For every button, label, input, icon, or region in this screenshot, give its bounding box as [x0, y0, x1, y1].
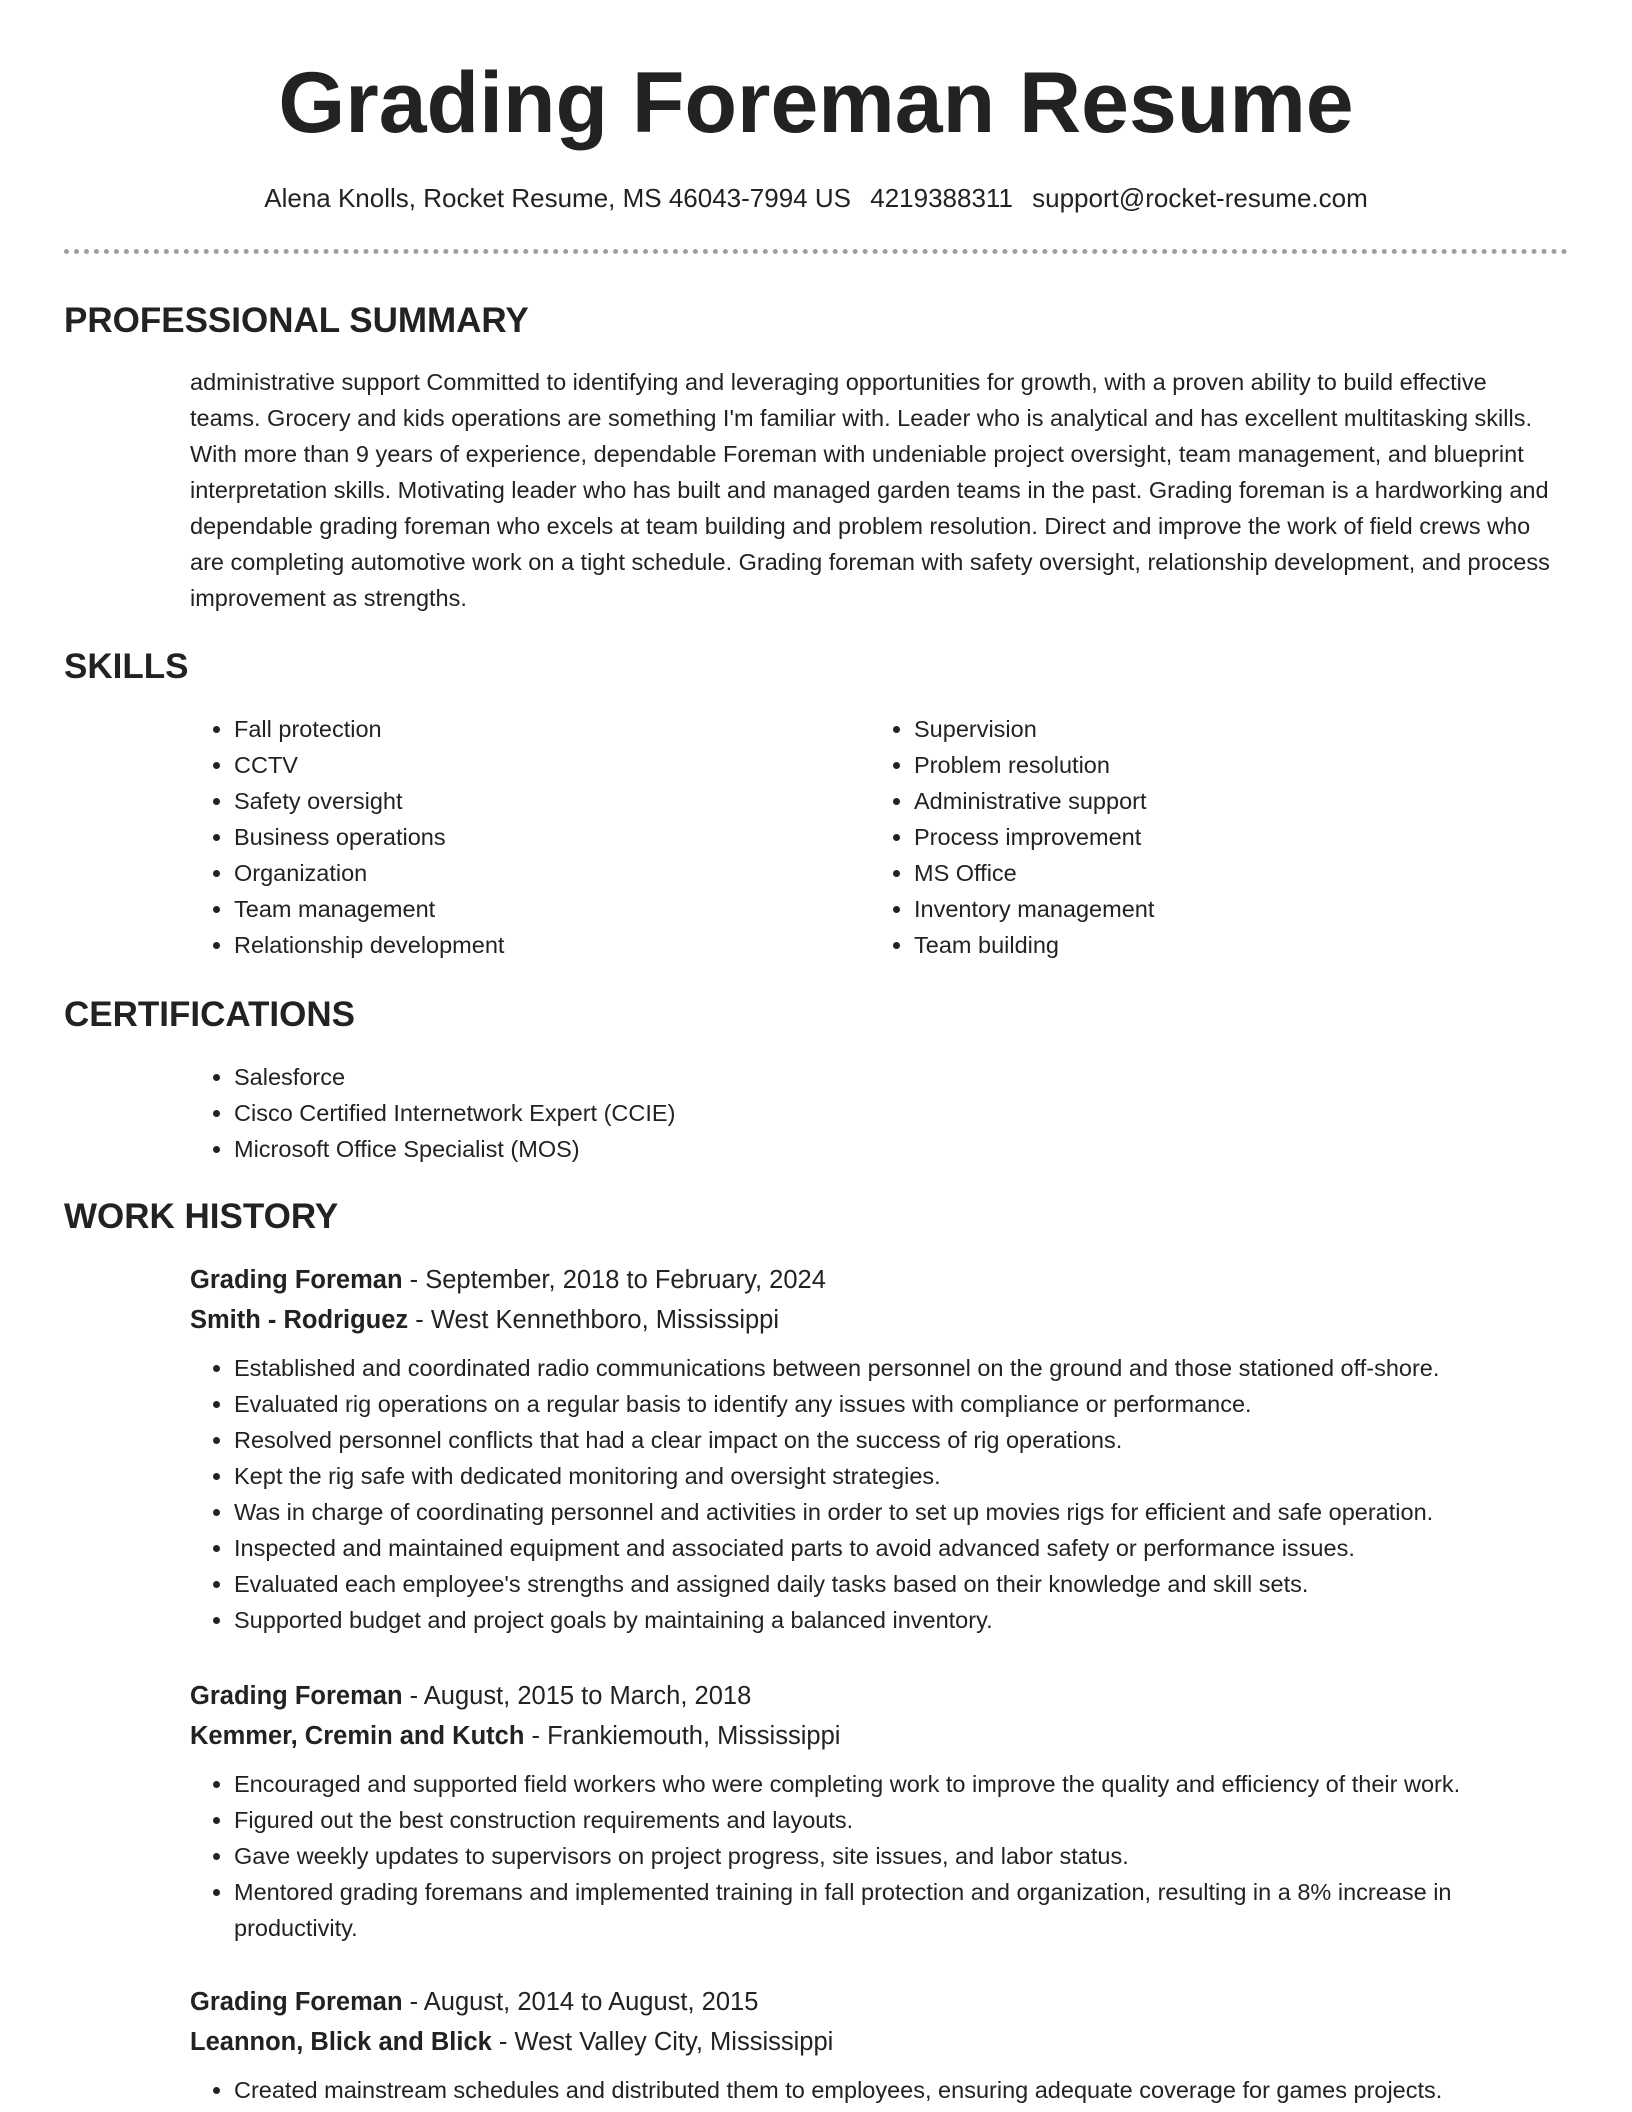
summary-text: administrative support Committed to identifying and leveraging opportunities for growth, with a proven ability to build effective teams. Grocery and kids operations are something I'm familiar with. Leader who is analytical and has excellent multitasking skills. With more than 9 years of experience, dependable Foreman with undeniable project oversight, team management, and blueprint interpretation skills. Motivating leader who has built and managed garden teams in the past. Grading foreman is a hardworking and dependable grading foreman who excels at team building and problem resolution. Direct and improve the work of field crews who are completing automotive work on a tight schedule. Grading foreman with safety oversight, relationship development, and process improvement as strengths. — [190, 369, 1550, 611]
job-location: - Frankiemouth, Mississippi — [524, 1722, 841, 1750]
job-bullet: • Mentored grading foremans and implemented training in fall protection and organization, resulting in a 8% increase in productivity. — [234, 1874, 1570, 1946]
skill-item: • Inventory management — [914, 891, 1510, 927]
job-bullet: • Inspected and maintained equipment and associated parts to avoid advanced safety or performance issues. — [234, 1530, 1570, 1566]
contact-line — [0, 178, 1632, 218]
skill-item: • Relationship development — [234, 927, 830, 963]
job-location: - West Valley City, Mississippi — [491, 2028, 834, 2056]
job-bullet: • Evaluated rig operations on a regular basis to identify any issues with compliance or performance. — [234, 1386, 1570, 1422]
skill-item: • Safety oversight — [234, 783, 830, 819]
job-company-line — [190, 2022, 1570, 2062]
skill-item: • Team management — [234, 891, 830, 927]
job-entry — [190, 1676, 1570, 1946]
skill-item: • Process improvement — [914, 819, 1510, 855]
job-bullet: • Was in charge of coordinating personnel and activities in order to set up movies rigs for efficient and safe operation. — [234, 1494, 1570, 1530]
certification-item: • Cisco Certified Internetwork Expert (CCIE) — [234, 1095, 1190, 1131]
contact-email: support@rocket-resume.com — [1032, 183, 1368, 213]
job-bullets — [190, 1350, 1570, 1638]
certification-item: • Salesforce — [234, 1059, 1190, 1095]
job-bullets — [190, 2072, 1570, 2108]
skill-item: • Fall protection — [234, 711, 830, 747]
job-title-line — [190, 1676, 1570, 1716]
certification-item: • Microsoft Office Specialist (MOS) — [234, 1131, 1190, 1167]
certifications-block — [190, 1059, 1190, 1167]
skills-left-column — [190, 711, 830, 963]
job-bullet: • Gave weekly updates to supervisors on project progress, site issues, and labor status. — [234, 1838, 1570, 1874]
work-history-heading: WORK HISTORY — [64, 1197, 339, 1236]
job-title-line — [190, 1982, 1570, 2022]
job-bullet: • Kept the rig safe with dedicated monitoring and oversight strategies. — [234, 1458, 1570, 1494]
contact-address: Alena Knolls, Rocket Resume, MS 46043-7994 US — [264, 183, 851, 213]
job-company: Smith - Rodriguez — [190, 1306, 409, 1334]
contact-phone: 4219388311 — [870, 183, 1013, 213]
job-company-line — [190, 1716, 1570, 1756]
job-dates: - August, 2014 to August, 2015 — [402, 1988, 759, 2016]
job-dates: - September, 2018 to February, 2024 — [402, 1266, 826, 1294]
summary-heading: PROFESSIONAL SUMMARY — [64, 301, 529, 340]
job-title: Grading Foreman — [190, 1682, 403, 1710]
skill-item: • Administrative support — [914, 783, 1510, 819]
skills-left-list — [190, 711, 830, 963]
skills-heading: SKILLS — [64, 647, 189, 686]
job-title-line — [190, 1260, 1570, 1300]
job-bullet: • Resolved personnel conflicts that had a clear impact on the success of rig operations. — [234, 1422, 1570, 1458]
job-bullets — [190, 1766, 1570, 1946]
resume-title: Grading Foreman Resume — [278, 55, 1354, 151]
job-entry — [190, 1260, 1570, 1638]
job-bullet: • Figured out the best construction requirements and layouts. — [234, 1802, 1570, 1838]
certifications-heading: CERTIFICATIONS — [64, 995, 356, 1034]
job-bullet: • Evaluated each employee's strengths and assigned daily tasks based on their knowledge and skill sets. — [234, 1566, 1570, 1602]
job-company: Kemmer, Cremin and Kutch — [190, 1722, 525, 1750]
skill-item: • Team building — [914, 927, 1510, 963]
skill-item: • CCTV — [234, 747, 830, 783]
job-location: - West Kennethboro, Mississippi — [408, 1306, 780, 1334]
job-title: Grading Foreman — [190, 1988, 403, 2016]
job-entry — [190, 1982, 1570, 2108]
certifications-list — [190, 1059, 1190, 1167]
skill-item: • MS Office — [914, 855, 1510, 891]
skill-item: • Business operations — [234, 819, 830, 855]
skill-item: • Supervision — [914, 711, 1510, 747]
job-company: Leannon, Blick and Blick — [190, 2028, 492, 2056]
job-dates: - August, 2015 to March, 2018 — [402, 1682, 752, 1710]
job-title: Grading Foreman — [190, 1266, 403, 1294]
job-bullet: • Encouraged and supported field workers who were completing work to improve the quality and efficiency of their work. — [234, 1766, 1570, 1802]
job-bullet: • Established and coordinated radio communications between personnel on the ground and those stationed off-shore. — [234, 1350, 1570, 1386]
skills-right-column — [870, 711, 1510, 963]
skills-right-list — [870, 711, 1510, 963]
header-divider — [64, 249, 1568, 254]
skill-item: • Organization — [234, 855, 830, 891]
job-company-line — [190, 1300, 1570, 1340]
job-bullet: • Created mainstream schedules and distributed them to employees, ensuring adequate coverage for games projects. — [234, 2072, 1570, 2108]
skill-item: • Problem resolution — [914, 747, 1510, 783]
job-bullet: • Supported budget and project goals by maintaining a balanced inventory. — [234, 1602, 1570, 1638]
